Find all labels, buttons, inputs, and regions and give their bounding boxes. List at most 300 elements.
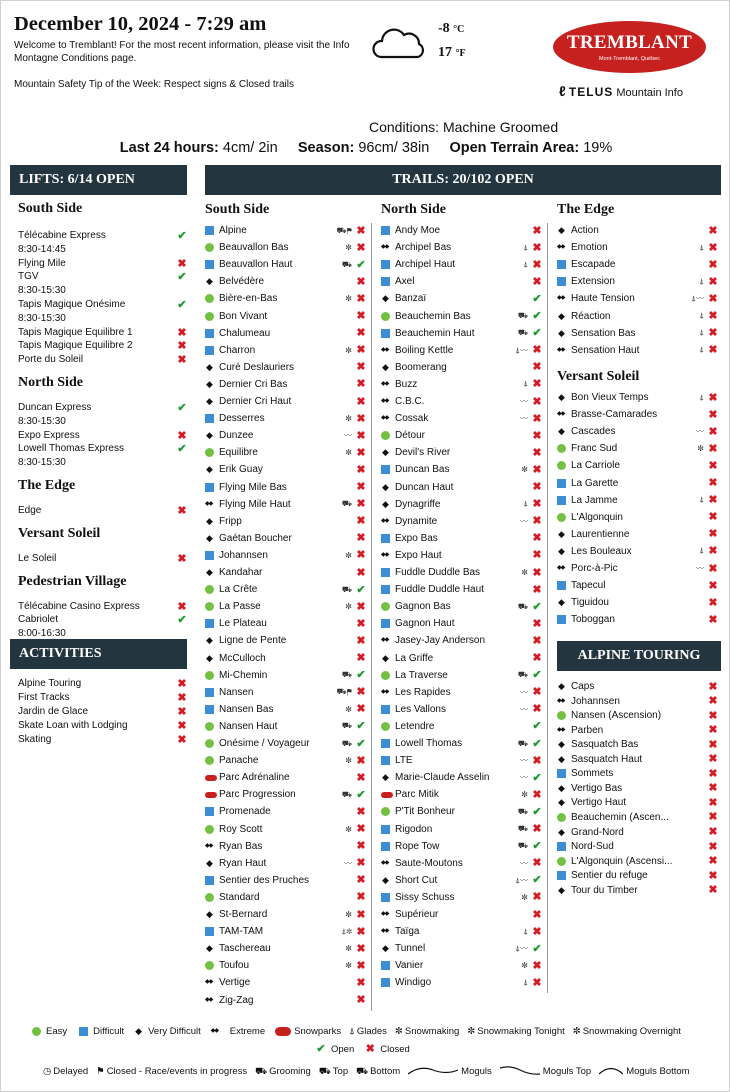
trail-status-icons: ✼ (521, 790, 528, 800)
trail-row (557, 509, 719, 526)
trail-name: Tapecul (571, 580, 606, 592)
trail-status-icons: ⍋ (523, 259, 528, 269)
trail-name: Taïga (395, 926, 420, 938)
difficult-icon (381, 739, 390, 748)
extreme-icon (205, 996, 214, 1005)
difficult-icon (557, 769, 566, 778)
trail-status-icons: ⛟ (517, 738, 528, 748)
lift-row (18, 326, 188, 340)
trail-status-icons: ✼ (345, 448, 352, 458)
extreme-icon (557, 564, 566, 573)
trail-row (381, 718, 543, 735)
very-difficult-icon (557, 226, 566, 235)
easy-icon (557, 813, 566, 822)
closed-x-icon: ✖ (177, 734, 187, 746)
closed-x-icon: ✖ (356, 857, 366, 870)
trail-row (205, 718, 367, 735)
trail-status-icons: ✼ (521, 465, 528, 475)
extreme-icon (557, 243, 566, 252)
trail-row (205, 615, 367, 632)
closed-x-icon: ✖ (356, 686, 366, 699)
closed-x-icon: ✖ (532, 754, 542, 767)
trail-name: Beauchemin Bas (395, 310, 471, 322)
trail-status-icons: ⛟ (517, 328, 528, 338)
trail-row (205, 803, 367, 820)
trail-row (557, 256, 719, 273)
trail-row (205, 359, 367, 376)
closed-x-icon: ✖ (708, 613, 718, 626)
closed-x-icon: ✖ (708, 753, 718, 766)
trail-name: Gagnon Haut (395, 618, 455, 630)
trail-name: Tiguidou (571, 597, 609, 609)
very-difficult-icon (557, 393, 566, 402)
trail-name: Détour (395, 430, 426, 442)
trail-row (557, 457, 719, 474)
trail-status-icons: 〰 (696, 427, 704, 437)
trail-name: La Traverse (395, 669, 448, 681)
extreme-icon (381, 414, 390, 423)
very-difficult-icon (381, 654, 390, 663)
trail-name: Duncan Bas (395, 464, 450, 476)
trail-row (557, 543, 719, 560)
open-check-icon: ✔ (532, 805, 542, 818)
closed-x-icon: ✖ (177, 706, 187, 718)
easy-icon (557, 711, 566, 720)
trail-status-icons: ✼ (345, 756, 352, 766)
closed-x-icon: ✖ (356, 463, 366, 476)
trail-name: McCulloch (219, 652, 266, 664)
trail-row (557, 492, 719, 509)
trail-name: Devil's River (395, 447, 451, 459)
trail-name: Grand-Nord (571, 826, 624, 838)
trail-name: C.B.C. (395, 396, 425, 408)
difficult-icon (557, 260, 566, 269)
very-difficult-icon (205, 654, 214, 663)
trail-name: Fuddle Duddle Haut (395, 584, 484, 596)
trail-name: Rope Tow (395, 840, 440, 852)
groom-bottom-icon: ⛟ (356, 1065, 369, 1077)
trail-name: Curé Deslauriers (219, 361, 295, 373)
moguls-top-icon (500, 1065, 540, 1078)
trail-status-icons: ✼ (521, 568, 528, 578)
very-difficult-icon (205, 277, 214, 286)
lift-hours: 8:30-14:45 (18, 243, 66, 255)
closed-x-icon: ✖ (177, 340, 187, 353)
trail-status-icons: ⛟ (517, 311, 528, 321)
extreme-icon (381, 927, 390, 936)
closed-x-icon: ✖ (708, 292, 718, 305)
closed-x-icon: ✖ (708, 425, 718, 438)
trail-name: Beauchemin Haut (395, 327, 475, 339)
closed-x-icon: ✖ (356, 942, 366, 955)
trail-name: Saute-Moutons (395, 857, 463, 869)
trail-name: Expo Bas (395, 532, 438, 544)
very-difficult-icon (557, 740, 566, 749)
trail-row (381, 821, 543, 838)
very-difficult-icon (557, 828, 566, 837)
closed-x-icon: ✖ (532, 652, 542, 665)
trail-name: Marie-Claude Asselin (395, 772, 490, 784)
extreme-icon (381, 688, 390, 697)
closed-x-icon: ✖ (708, 840, 718, 853)
trail-name: Promenade (219, 806, 271, 818)
closed-x-icon: ✖ (356, 771, 366, 784)
trail-name: Taschereau (219, 943, 271, 955)
closed-x-icon: ✖ (708, 709, 718, 722)
difficult-icon (381, 893, 390, 902)
closed-x-icon: ✖ (532, 481, 542, 494)
very-difficult-icon (205, 534, 214, 543)
very-difficult-icon (205, 636, 214, 645)
trail-name: Bon Vieux Temps (571, 392, 649, 404)
trail-name: Tunnel (395, 943, 426, 955)
easy-icon (205, 739, 214, 748)
open-icon: ✔ (316, 1043, 326, 1055)
trail-name: La Passe (219, 601, 261, 613)
lift-group-heading: Pedestrian Village (18, 573, 127, 589)
trail-row (381, 376, 543, 393)
trail-row (557, 611, 719, 628)
very-difficult-icon (557, 886, 566, 895)
activity-row (18, 677, 188, 691)
trail-row (381, 479, 543, 496)
trail-row (205, 821, 367, 838)
very-difficult-icon (381, 483, 390, 492)
trail-row (205, 701, 367, 718)
trail-row (381, 598, 543, 615)
difficult-icon (205, 329, 214, 338)
lift-name: Télécabine Casino Express (18, 600, 140, 612)
trail-name: Equilibre (219, 447, 258, 459)
trail-name: Parc Mitik (395, 789, 439, 801)
very-difficult-icon (205, 397, 214, 406)
snowpark-icon (381, 792, 393, 798)
easy-icon (381, 312, 390, 321)
trail-name: Ryan Haut (219, 857, 267, 869)
trail-name: Alpine (219, 225, 247, 237)
easy-icon (205, 243, 214, 252)
trail-name: Archipel Haut (395, 259, 456, 271)
trail-name: Axel (395, 276, 415, 288)
trail-row (557, 342, 719, 359)
trail-name: Sissy Schuss (395, 891, 455, 903)
trail-row (381, 461, 543, 478)
trails-header: TRAILS: 20/102 OPEN (205, 165, 721, 195)
trail-row (205, 513, 367, 530)
trail-name: Boomerang (395, 361, 447, 373)
trail-row (381, 632, 543, 649)
trail-status-icons: ✼ (521, 892, 528, 902)
trail-name: Fripp (219, 515, 242, 527)
trail-name: Ryan Bas (219, 840, 263, 852)
trail-status-icons: ⍋ (523, 977, 528, 987)
extreme-icon (381, 397, 390, 406)
lift-row (18, 613, 188, 627)
lift-name: Duncan Express (18, 402, 92, 413)
trail-name: Nansen Haut (219, 720, 278, 732)
trail-name: Expo Haut (395, 549, 442, 561)
trail-status-icons: ⛟⚑ (336, 687, 352, 697)
trail-name: Brasse-Camarades (571, 409, 658, 421)
trail-name: Charron (219, 344, 256, 356)
lift-row (18, 429, 188, 443)
open-check-icon: ✔ (532, 942, 542, 955)
trail-status-icons: ✼ (345, 944, 352, 954)
difficult-icon (557, 842, 566, 851)
closed-x-icon: ✖ (532, 361, 542, 374)
trail-row (205, 667, 367, 684)
trail-name: Sentier des Pruches (219, 874, 310, 886)
trail-name: Flying Mile Haut (219, 498, 291, 510)
closed-x-icon: ✖ (177, 354, 187, 367)
trail-name: Bon Vivant (219, 310, 268, 322)
trail-row (381, 786, 543, 803)
trail-name: Gaétan Boucher (219, 532, 292, 544)
very-difficult-icon (205, 431, 214, 440)
closed-x-icon: ✖ (708, 494, 718, 507)
trail-row (381, 496, 543, 513)
closed-x-icon: ✖ (708, 344, 718, 357)
open-check-icon: ✔ (356, 583, 366, 596)
lift-hours: 8:30-15:30 (18, 312, 66, 324)
trail-row (557, 325, 719, 342)
closed-x-icon: ✖ (532, 703, 542, 716)
trail-row (205, 598, 367, 615)
closed-x-icon: ✖ (708, 511, 718, 524)
open-check-icon: ✔ (532, 840, 542, 853)
trail-row (205, 923, 367, 940)
closed-x-icon: ✖ (532, 275, 542, 288)
trail-row (381, 803, 543, 820)
trail-name: Standard (219, 891, 260, 903)
open-check-icon: ✔ (356, 737, 366, 750)
lift-name: Edge (18, 505, 42, 516)
trail-name: Onésime / Voyageur (219, 738, 310, 750)
trail-row (381, 650, 543, 667)
snowmaking-icon: ✼ (394, 1026, 403, 1037)
trail-status-icons: ✼ (697, 444, 704, 454)
trail-row (557, 577, 719, 594)
closed-x-icon: ✖ (708, 562, 718, 575)
activity-name: Skate Loan with Lodging (18, 720, 128, 731)
very-difficult-icon (557, 547, 566, 556)
trail-status-icons: ⛟ (341, 584, 352, 594)
closed-x-icon: ✖ (708, 327, 718, 340)
trail-name: Beauchemin (Ascen... (571, 811, 669, 823)
lift-row (18, 401, 188, 415)
trail-name: Cossak (395, 413, 429, 425)
trail-status-icons: ✼ (345, 550, 352, 560)
moguls-icon (408, 1065, 458, 1078)
closed-x-icon: ✖ (532, 891, 542, 904)
very-difficult-icon (381, 500, 390, 509)
trail-name: Zig-Zag (219, 994, 254, 1006)
closed-x-icon: ✖ (356, 634, 366, 647)
trail-row (205, 838, 367, 855)
trail-row (205, 222, 367, 239)
trail-name: Dernier Cri Haut (219, 396, 292, 408)
closed-x-icon: ✖ (532, 412, 542, 425)
closed-x-icon: ✖ (708, 826, 718, 839)
temperature-celsius: -8 °C (438, 21, 465, 36)
lift-row (18, 229, 188, 243)
trail-name: Porc-à-Pic (571, 563, 618, 575)
trail-name: Cascades (571, 426, 616, 438)
closed-x-icon: ✖ (708, 796, 718, 809)
difficult-icon (381, 825, 390, 834)
difficult-icon (557, 581, 566, 590)
trail-name: Parben (571, 724, 604, 736)
trail-row (205, 273, 367, 290)
extreme-icon (205, 978, 214, 987)
lift-name: Télécabine Express (18, 230, 106, 241)
closed-x-icon: ✖ (532, 959, 542, 972)
trail-name: Flying Mile Bas (219, 481, 287, 493)
trail-row (205, 564, 367, 581)
difficult-icon (205, 226, 214, 235)
extreme-icon (557, 294, 566, 303)
trail-row (381, 325, 543, 342)
trail-row (557, 308, 719, 325)
lift-row (18, 600, 188, 614)
easy-icon (205, 294, 214, 303)
difficult-icon (381, 226, 390, 235)
grooming-icon: ⛟ (255, 1065, 268, 1077)
trail-status-icons: ✼ (345, 243, 352, 253)
activity-name: Skating (18, 734, 52, 745)
trail-row (381, 359, 543, 376)
closed-x-icon: ✖ (356, 378, 366, 391)
closed-x-icon: ✖ (708, 275, 718, 288)
closed-x-icon: ✖ (356, 600, 366, 613)
closed-x-icon: ✖ (532, 463, 542, 476)
trail-name: Banzaï (395, 293, 427, 305)
trail-status-icons: ⍋ (699, 392, 704, 402)
trail-row (381, 564, 543, 581)
trail-name: Parc Adrénaline (219, 772, 290, 784)
trail-row (205, 290, 367, 307)
difficult-icon (557, 277, 566, 286)
easy-icon (205, 671, 214, 680)
closed-x-icon: ✖ (356, 891, 366, 904)
open-check-icon: ✔ (532, 874, 542, 887)
trail-name: Belvédère (219, 276, 265, 288)
closed-x-icon: ✖ (532, 823, 542, 836)
easy-icon (381, 807, 390, 816)
trail-row (205, 872, 367, 889)
closed-x-icon: ✖ (708, 391, 718, 404)
extreme-icon (381, 636, 390, 645)
closed-x-icon: ✖ (356, 412, 366, 425)
trail-status-icons: ⍋ (699, 495, 704, 505)
closed-x-icon: ✖ (708, 884, 718, 897)
difficult-icon (381, 329, 390, 338)
trail-name: Johannsen (571, 695, 620, 707)
closed-x-icon: ✖ (356, 566, 366, 579)
snowparks-icon (275, 1027, 291, 1036)
trail-row (381, 752, 543, 769)
closed-x-icon: ✖ (532, 908, 542, 921)
closed-x-icon: ✖ (356, 395, 366, 408)
very-difficult-icon (381, 944, 390, 953)
trail-status-icons: ⍋ (699, 345, 704, 355)
trail-row (557, 389, 719, 406)
lift-hours: 8:30-15:30 (18, 457, 66, 469)
closed-x-icon: ✖ (356, 976, 366, 989)
closed-x-icon: ✖ (356, 429, 366, 442)
trail-status-icons: ✼ (345, 824, 352, 834)
trail-row (205, 684, 367, 701)
trail-status-icons: ⛟ (517, 601, 528, 611)
lift-hours: 8:30-15:30 (18, 285, 66, 297)
trail-row (205, 632, 367, 649)
very-difficult-icon (381, 363, 390, 372)
trail-row (205, 256, 367, 273)
trail-name: L'Algonquin (Ascensi... (571, 855, 673, 867)
trail-status-icons: ⍋〰 (515, 875, 528, 885)
trail-name: Short Cut (395, 874, 438, 886)
trail-row (205, 735, 367, 752)
the-edge-heading: The Edge (557, 202, 615, 217)
easy-icon (205, 756, 214, 765)
easy-icon (205, 585, 214, 594)
lift-row (18, 257, 188, 271)
trail-name: Sasquatch Bas (571, 739, 639, 751)
lift-name: Lowell Thomas Express (18, 443, 124, 455)
trail-row (205, 530, 367, 547)
trail-row (381, 547, 543, 564)
trail-row (205, 342, 367, 359)
trail-name: Sensation Haut (571, 344, 640, 356)
open-check-icon: ✔ (532, 669, 542, 682)
trail-name: Emotion (571, 242, 608, 254)
trail-status-icons: 〰 (344, 858, 352, 868)
trail-row (557, 423, 719, 440)
trail-row (205, 461, 367, 478)
trail-name: Dynagriffe (395, 498, 441, 510)
trail-name: Fuddle Duddle Bas (395, 567, 481, 579)
trail-name: Windigo (395, 977, 432, 989)
easy-icon (205, 722, 214, 731)
glades-icon: ⍋ (349, 1026, 355, 1037)
trail-status-icons: ⛟ (341, 789, 352, 799)
extreme-icon (381, 551, 390, 560)
open-check-icon: ✔ (177, 271, 187, 284)
trail-status-icons: 〰 (520, 397, 528, 407)
trail-row (557, 526, 719, 543)
closed-x-icon: ✖ (356, 617, 366, 630)
trail-row (381, 855, 543, 872)
snowmaking-tonight-icon: ✼ (467, 1026, 476, 1037)
trail-name: Boiling Kettle (395, 344, 454, 356)
lift-name: Tapis Magique Onésime (18, 299, 126, 310)
groom-top-icon: ⛟ (318, 1065, 331, 1077)
trail-row (205, 427, 367, 444)
trail-name: Extension (571, 276, 615, 288)
easy-icon (205, 602, 214, 611)
trail-status-icons: ⍋✼ (341, 926, 352, 936)
trail-status-icons: ⍋ (523, 379, 528, 389)
moguls-bottom-icon (599, 1065, 623, 1078)
trail-row (557, 222, 719, 239)
trail-row (205, 376, 367, 393)
trail-name: Gagnon Bas (395, 601, 451, 613)
north-side-heading: North Side (381, 202, 446, 217)
extreme-icon (557, 346, 566, 355)
trail-status-icons: ⍋〰 (691, 294, 704, 304)
tremblant-logo: TREMBLANT Mont-Tremblant, Québec (553, 21, 706, 73)
lift-name: Tapis Magique Equilibre 1 (18, 326, 133, 338)
